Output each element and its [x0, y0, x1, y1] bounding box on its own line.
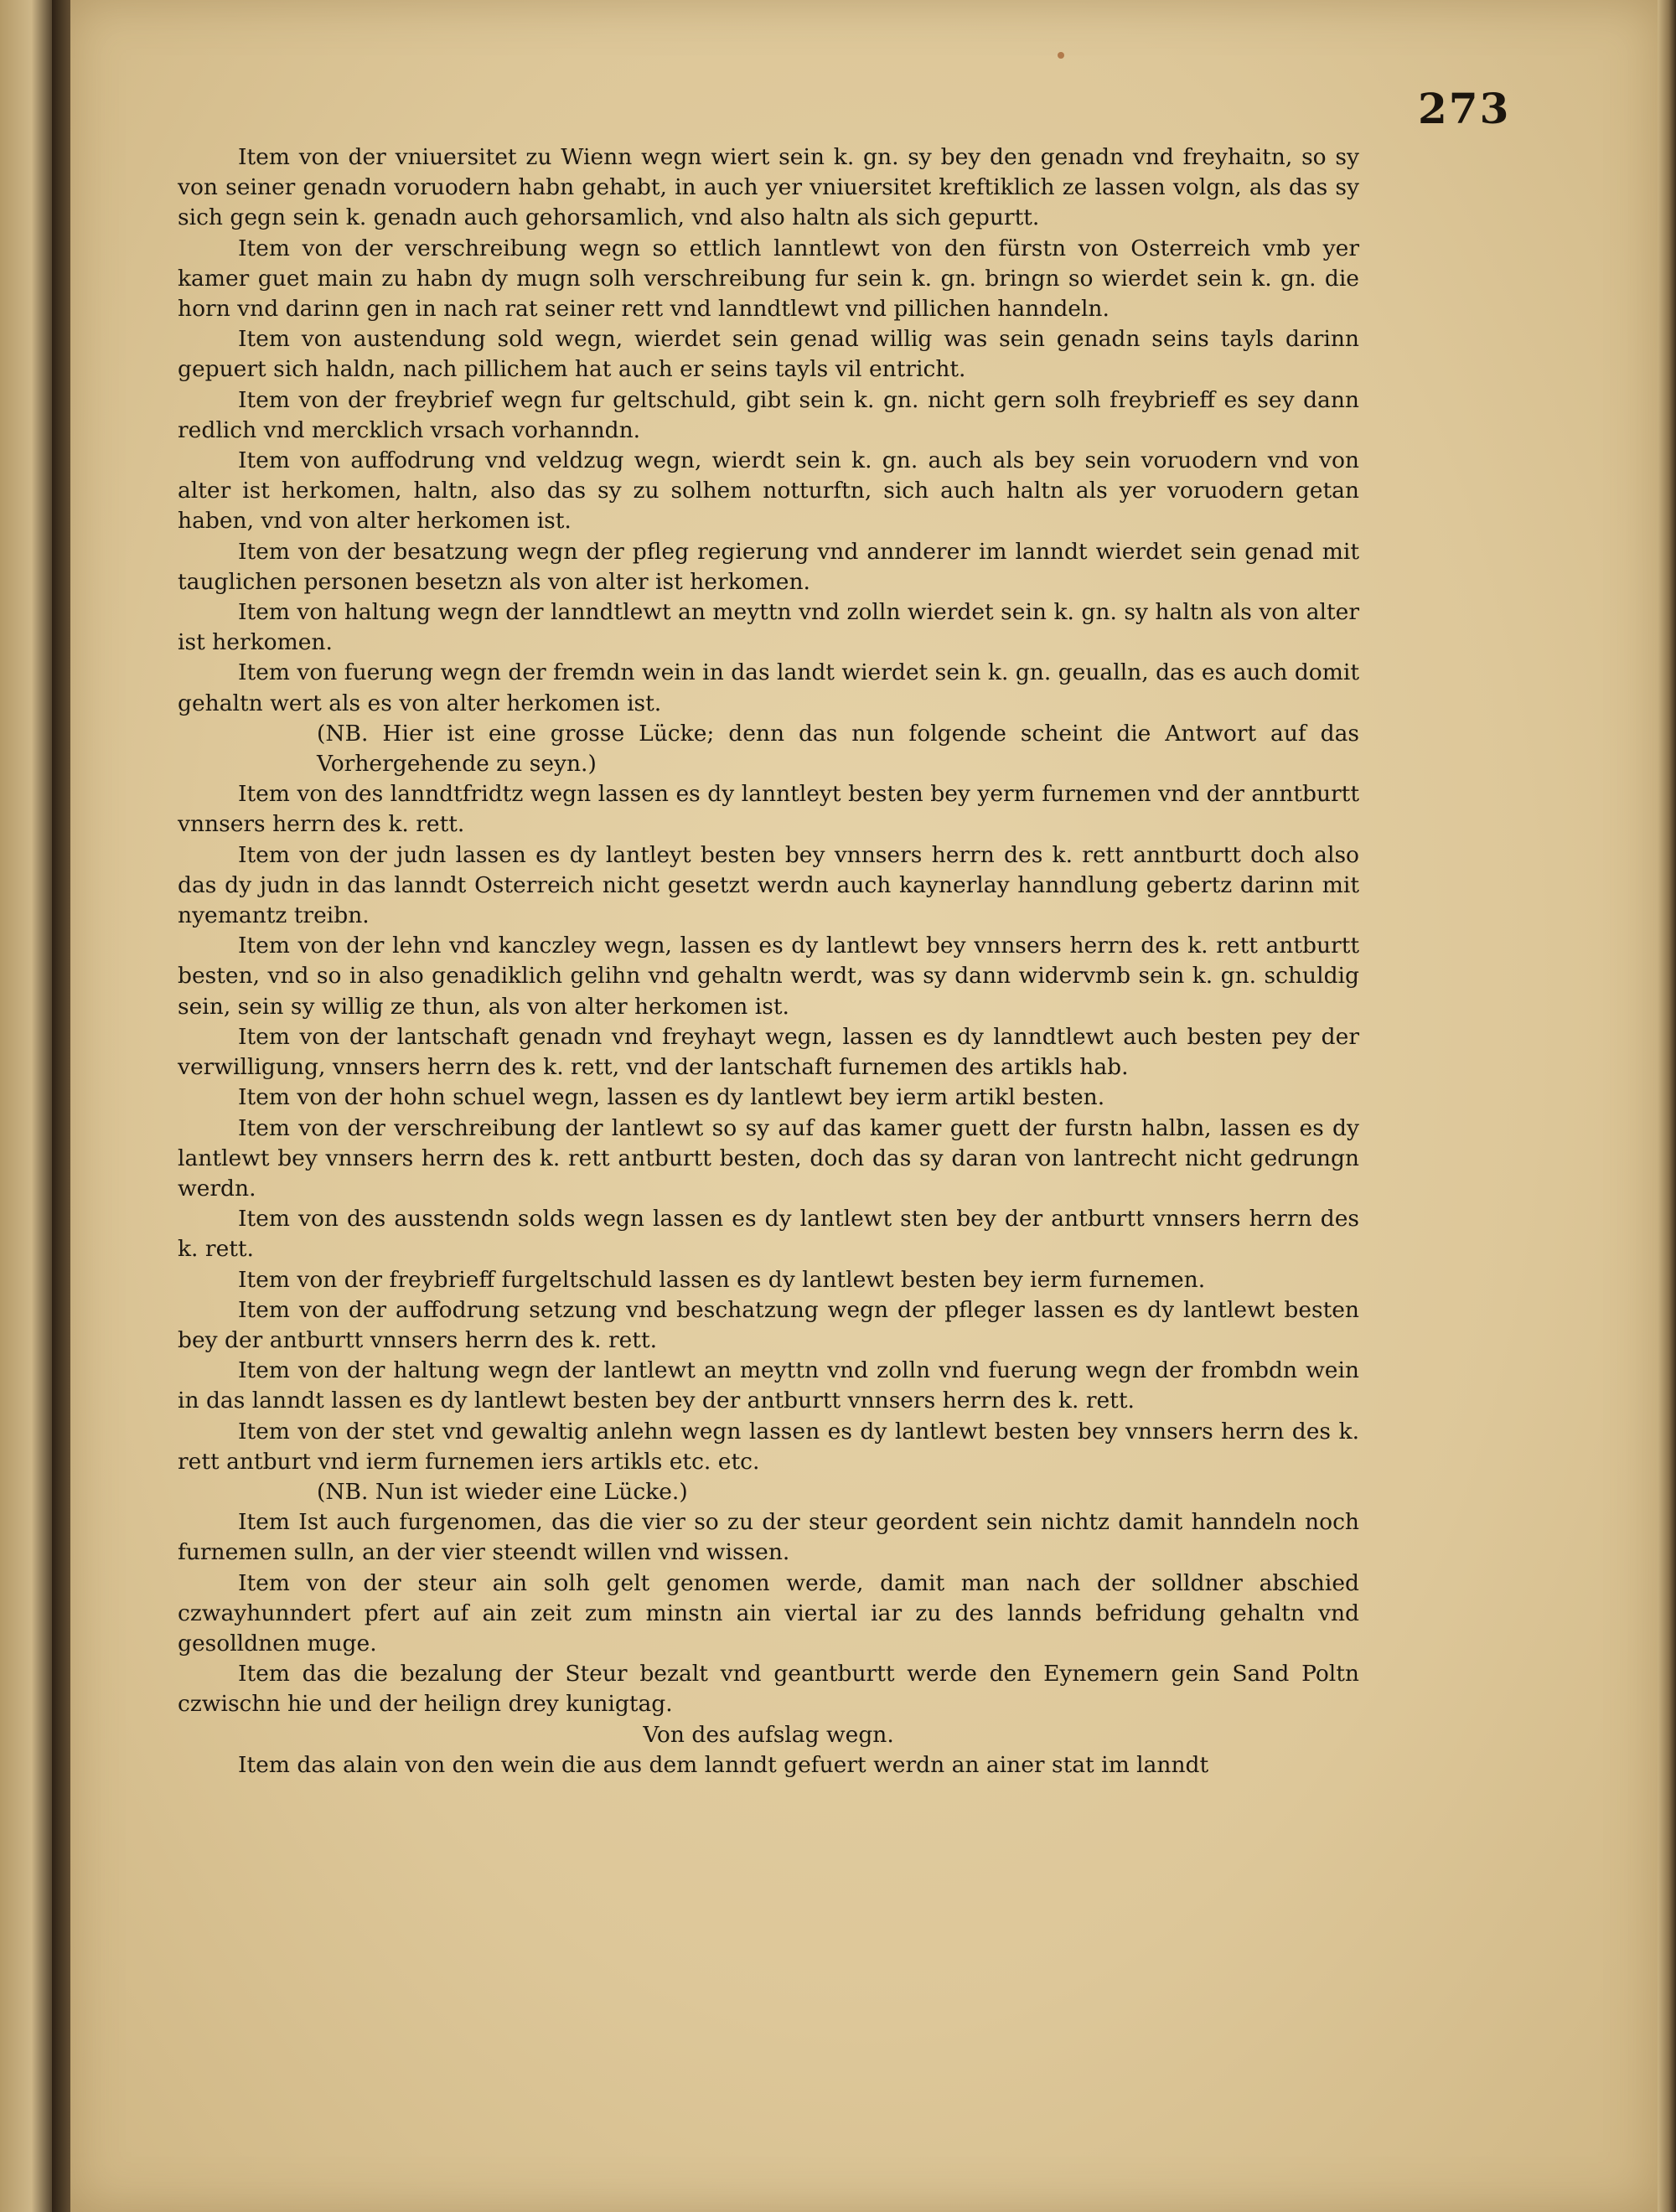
editor-note: (NB. Hier ist eine grosse Lücke; denn das nun folgende scheint die Antwort auf das Vorhergehende zu seyn.)	[317, 720, 1359, 778]
paragraph: Item von des lanndtfridtz wegn lassen es dy lanntleyt besten bey yerm furnemen vnd der anntburtt vnnsers herrn des k. rett.	[178, 781, 1359, 838]
right-page-edge	[1658, 0, 1676, 2212]
page-sheet	[70, 0, 1658, 2212]
paragraph: Item von der besatzung wegn der pfleg regierung vnd annderer im lanndt wierdet sein genad mit tauglichen personen besetzn als von alter ist herkomen.	[178, 538, 1359, 595]
previous-page-edge	[0, 0, 57, 2212]
paragraph: Item das die bezalung der Steur bezalt vnd geantburtt werde den Eynemern gein Sand Poltn czwischn hie und der heilign drey kunigtag.	[178, 1661, 1359, 1718]
body-text	[178, 142, 1359, 1780]
paragraph: Item von haltung wegn der lanndtlewt an meyttn vnd zolln wierdet sein k. gn. sy haltn als von alter ist herkomen.	[178, 599, 1359, 656]
paragraph: Item von der verschreibung wegn so ettlich lanntlewt von den fürstn von Osterreich vmb yer kamer guet main zu habn dy mugn solh verschreibung fur sein k. gn. bringn so wierdet sein k. gn. die horn vnd darinn gen in nach rat seiner rett vnd lanndtlewt vnd pillichen hanndeln.	[178, 235, 1359, 323]
paragraph: Item von austendung sold wegn, wierdet sein genad willig was sein genadn seins tayls darinn gepuert sich haldn, nach pillichem hat auch er seins tayls vil entricht.	[178, 326, 1359, 383]
paragraph: Item von fuerung wegn der fremdn wein in das landt wierdet sein k. gn. geualln, das es auch domit gehaltn wert als es von alter herkomen ist.	[178, 659, 1359, 716]
paragraph: Item von der stet vnd gewaltig anlehn wegn lassen es dy lantlewt besten bey vnnsers herrn des k. rett antburt vnd ierm furnemen iers artikls etc. etc.	[178, 1418, 1359, 1475]
paragraph: Item von der verschreibung der lantlewt so sy auf das kamer guett der furstn halbn, lassen es dy lantlewt bey vnnsers herrn des k. rett antburtt besten, doch das sy daran von lantrecht nicht gedrungn werdn.	[178, 1114, 1359, 1202]
paragraph: Item von der haltung wegn der lantlewt an meyttn vnd zolln vnd fuerung wegn der frombdn wein in das lanndt lassen es dy lantlewt besten bey der antburtt vnnsers herrn des k. rett.	[178, 1357, 1359, 1414]
paragraph: Item von des ausstendn solds wegn lassen es dy lantlewt sten bey der antburtt vnnsers herrn des k. rett.	[178, 1206, 1359, 1263]
paragraph: Item von der steur ain solh gelt genomen werde, damit man nach der solldner abschied czwayhunndert pfert auf ain zeit zum minstn ain viertal iar zu des lannds befridung gehaltn vnd gesolldnen muge.	[178, 1569, 1359, 1656]
section-heading: Von des aufslag wegn.	[643, 1721, 894, 1748]
paragraph: Item von der freybrieff furgeltschuld lassen es dy lantlewt besten bey ierm furnemen.	[238, 1266, 1206, 1293]
paragraph: Item von der hohn schuel wegn, lassen es dy lantlewt bey ierm artikl besten.	[238, 1084, 1105, 1111]
paragraph: Item von der auffodrung setzung vnd beschatzung wegn der pfleger lassen es dy lantlewt besten bey der antburtt vnnsers herrn des k. rett.	[178, 1296, 1359, 1353]
editor-note: (NB. Nun ist wieder eine Lücke.)	[317, 1478, 688, 1505]
paragraph: Item das alain von den wein die aus dem lanndt gefuert werdn an ainer stat im lanndt	[238, 1751, 1209, 1778]
paragraph: Item von der freybrief wegn fur geltschuld, gibt sein k. gn. nicht gern solh freybrieff es sey dann redlich vnd mercklich vrsach vorhanndn.	[178, 386, 1359, 443]
paragraph: Item von der lantschaft genadn vnd freyhayt wegn, lassen es dy lanndtlewt auch besten pey der verwilligung, vnnsers herrn des k. rett, vnd der lantschaft furnemen des artikls hab.	[178, 1023, 1359, 1081]
paragraph: Item von der judn lassen es dy lantleyt besten bey vnnsers herrn des k. rett anntburtt doch also das dy judn in das lanndt Osterreich nicht gesetzt werdn auch kaynerlay hanndlung gebertz darinn mit nyemantz treibn.	[178, 841, 1359, 929]
paragraph: Item von auffodrung vnd veldzug wegn, wierdt sein k. gn. auch als bey sein voruodern vnd von alter ist herkomen, haltn, also das sy zu solhem notturftn, sich auch haltn als yer voruodern getan haben, vnd von alter herkomen ist.	[178, 447, 1359, 535]
page-number: 273	[1418, 84, 1511, 133]
paper-stain	[1058, 52, 1064, 59]
paragraph: Item von der lehn vnd kanczley wegn, lassen es dy lantlewt bey vnnsers herrn des k. rett antburtt besten, vnd so in also genadiklich gelihn vnd gehaltn werdt, was sy dann widervmb sein k. gn. schuldig sein, sein sy willig ze thun, als von alter herkomen ist.	[178, 933, 1359, 1020]
paragraph: Item von der vniuersitet zu Wienn wegn wiert sein k. gn. sy bey den genadn vnd freyhaitn, so sy von seiner genadn voruodern habn gehabt, in auch yer vniuersitet kreftiklich ze lassen volgn, als das sy sich gegn sein k. genadn auch gehorsamlich, vnd also haltn als sich gepurtt.	[178, 144, 1359, 231]
paragraph: Item Ist auch furgenomen, das die vier so zu der steur geordent sein nichtz damit hanndeln noch furnemen sulln, an der vier steendt willen vnd wissen.	[178, 1509, 1359, 1566]
